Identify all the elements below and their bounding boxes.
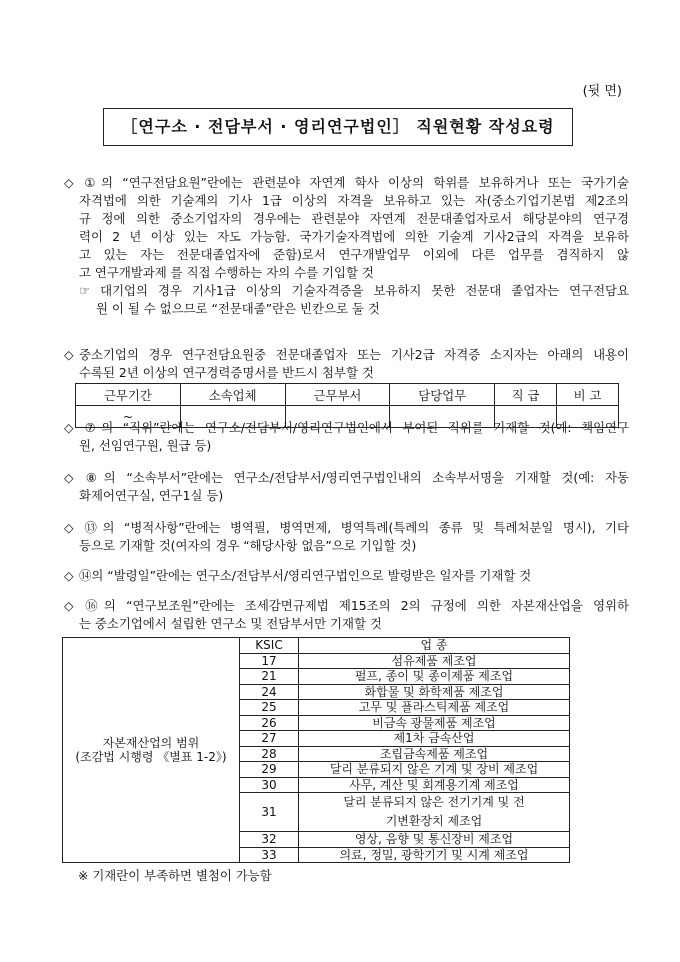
instruction-line [64,346,629,364]
instruction-text: 규 정에 의한 중소기업자의 경우에는 관련분야 자연계 전문대졸업자로서 해당분야의 연구경 [79,211,629,226]
instruction-section [64,174,629,318]
table-cell: 담당업무 [390,384,495,406]
instruction-text: 력이 2 년 이상 있는 자도 가능함. 국가기술자격법에 의한 기술계 기사2급의 자격을 보유하 [79,229,629,244]
instruction-line [64,264,629,282]
instruction-text: 등으로 기재할 것(여자의 경우 “해당사항 없음”으로 기입할 것) [79,538,417,553]
industry-name: 사무, 계산 및 회계용기계 제조업 [299,777,570,793]
table-cell [390,406,495,428]
ksic-code: 28 [240,746,299,762]
scope-label-line: (조감법 시행령 《별표 1-2》) [75,750,227,764]
instruction-line [64,487,629,505]
ksic-code: 17 [240,653,299,669]
instruction-line [64,210,629,228]
career-table [75,383,619,428]
instruction-line [64,519,629,537]
instruction-section [64,346,629,382]
industry-name: 화합물 및 화학제품 제조업 [299,684,570,700]
instruction-text: 고 연구개발과제 를 직접 수행하는 자의 수를 기입할 것 [79,265,374,280]
instruction-text: 수록된 2년 이상의 연구경력증명서를 반드시 첨부할 것 [79,365,374,380]
note-text: ☞ 대기업의 경우 기사1급 이상의 기술자격증을 보유하지 못한 전문대 졸업자는 연구전담요 [79,283,629,298]
instruction-line [64,597,629,615]
ksic-header: KSIC [240,638,299,654]
ksic-code: 24 [240,684,299,700]
instruction-line [64,192,629,210]
instruction-text: 자격법에 의한 기술계의 기사 1급 이상의 자격을 보유하고 있는 자(중소기업기본법 제2조의 [79,193,629,208]
instruction-line [64,246,629,264]
table-cell: ~ [76,406,181,428]
ksic-code: 25 [240,700,299,716]
instruction-line [64,437,629,455]
table-cell [285,406,390,428]
table-cell [180,406,285,428]
diamond-bullet-icon: ◇ [64,175,74,190]
back-side-label: (뒷 면) [582,84,622,99]
instruction-line [64,469,629,487]
note-text: 원 이 될 수 없으므로 “전문대졸”란은 빈칸으로 둘 것 [96,301,380,316]
ksic-code: 26 [240,715,299,731]
instruction-text: ⑦의 “직위”란에는 연구소/전담부서/영리연구법인에서 부여된 직위를 기재할 것(예: 책임연구 [79,420,629,435]
diamond-bullet-icon: ◇ [64,420,74,435]
instruction-note [64,282,629,300]
ksic-code: 32 [240,832,299,848]
instruction-text: 원, 선임연구원, 원급 등) [79,438,212,453]
industry-name: 제1차 금속산업 [299,731,570,747]
instruction-text: ⑭의 “발령일”란에는 연구소/전담부서/영리연구법인으로 발령받은 일자를 기재할 것 [79,568,532,583]
industry-name: 달리 분류되지 않은 기계 및 장비 제조업 [299,762,570,778]
instruction-line [64,174,629,192]
table-cell [495,406,557,428]
table-cell: 직 급 [495,384,557,406]
instruction-line [64,537,629,555]
capital-goods-scope-label [63,638,240,863]
ksic-code: 30 [240,777,299,793]
ksic-code: 33 [240,847,299,863]
instruction-text: 화제어연구실, 연구1실 등) [79,488,224,503]
page-title: ［연구소 · 전담부서 · 영리연구법인］ 직원현황 작성요령 [103,108,573,146]
instruction-line [64,567,629,585]
instruction-text: ⑬의 “병적사항”란에는 병역필, 병역면제, 병역특례(특례의 종류 및 특례처분일 명시), 기타 [79,520,629,535]
diamond-bullet-icon: ◇ [64,470,74,485]
industry-header: 업 종 [299,638,570,654]
instruction-line [64,228,629,246]
industry-table [62,637,570,863]
instruction-text: 중소기업의 경우 연구전담요원중 전문대졸업자 또는 기사2급 자격증 소지자는 아래의 내용이 [79,347,629,362]
table-cell: 소속업체 [180,384,285,406]
diamond-bullet-icon: ◇ [64,598,74,613]
table-row [63,638,570,654]
industry-name: 의료, 정밀, 광학기기 및 시계 제조업 [299,847,570,863]
table-row [76,406,619,428]
instruction-text: ①의 “연구전담요원”란에는 관련분야 자연계 학사 이상의 학위를 보유하거나 또는 국가기술 [79,175,629,190]
instruction-section [64,567,629,585]
industry-name: 섬유제품 제조업 [299,653,570,669]
scope-label-line: 자본재산업의 범위 [102,736,200,750]
instruction-text: 는 중소기업에서 설립한 연구소 및 전담부서만 기재할 것 [79,616,382,631]
diamond-bullet-icon: ◇ [64,568,74,583]
instruction-line [64,615,629,633]
instruction-section [64,469,629,505]
diamond-bullet-icon: ◇ [64,347,74,362]
table-cell: 비 고 [557,384,619,406]
instruction-text: ⑯의 “연구보조원”란에는 조세감면규제법 제15조의 2의 규정에 의한 자본재산업을 영위하 [79,598,629,613]
table-cell: 근무부서 [285,384,390,406]
instruction-note [64,300,629,318]
industry-name: 달리 분류되지 않은 전기기계 및 전기변환장치 제조업 [299,793,570,832]
instruction-text: 고 있는 자는 전문대졸업자에 준함)로서 연구개발업무 이외에 다른 업무를 겸직하지 않 [79,247,629,262]
instruction-line [64,364,629,382]
diamond-bullet-icon: ◇ [64,520,74,535]
ksic-code: 21 [240,669,299,685]
instruction-text: ⑧의 “소속부서”란에는 연구소/전담부서/영리연구법인내의 소속부서명을 기재할 것(예: 자동 [79,470,629,485]
ksic-code: 31 [240,793,299,832]
table-cell [557,406,619,428]
industry-name: 조립금속제품 제조업 [299,746,570,762]
industry-name: 영상, 음향 및 통신장비 제조업 [299,832,570,848]
industry-name: 펄프, 종이 및 종이제품 제조업 [299,669,570,685]
footnote: ※ 기재란이 부족하면 별첨이 가능함 [78,868,272,883]
ksic-code: 29 [240,762,299,778]
ksic-code: 27 [240,731,299,747]
instruction-section [64,597,629,633]
instruction-section [64,519,629,555]
table-row [76,384,619,406]
industry-name: 고무 및 플라스틱제품 제조업 [299,700,570,716]
industry-name: 비금속 광물제품 제조업 [299,715,570,731]
table-cell: 근무기간 [76,384,181,406]
